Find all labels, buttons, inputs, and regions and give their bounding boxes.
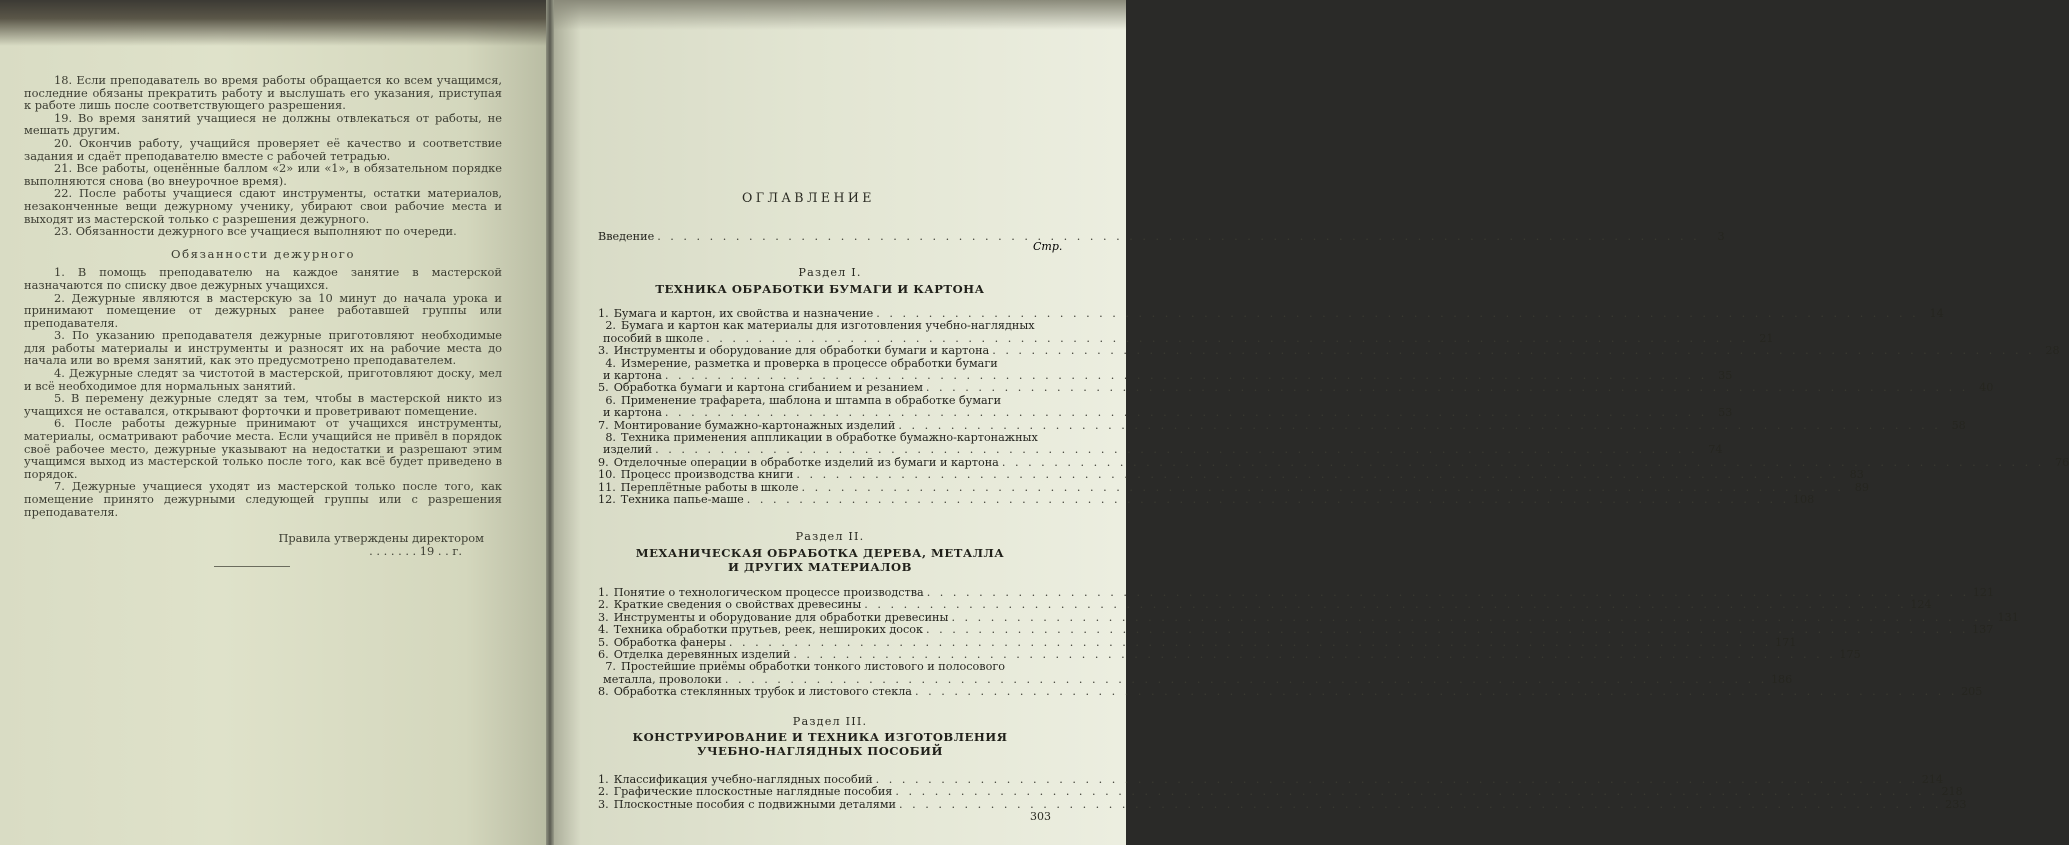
toc-item-title: Процесс производства книги — [620, 468, 794, 482]
toc-item — [598, 623, 1994, 637]
toc-intro — [598, 230, 1725, 243]
toc-item-number: 3. — [598, 797, 609, 811]
toc-leader-dots: . . . . . . . . . . . . . . . . . . . . . . . . . . . . . . . . . . . . . . . . . . . . . . . . . . . . . . . . . . . . . . . . . . . . . . . . . . . . . . . . — [876, 307, 1919, 320]
toc-item-continued — [598, 331, 1774, 345]
toc-item-title: Отделка деревянных изделий — [613, 648, 791, 661]
toc-leader-dots: . . . . . . . . . . . . . . . . . . . . . . . . . . . . . . . . . . . . . . . . . . . . . . . . . . . . . . . . . . . . . . . . . . . . . . . . . . . . . . . . — [793, 648, 1836, 661]
toc-item-number: 1. — [598, 586, 609, 599]
toc-item-page: 218 — [1941, 785, 1963, 799]
toc-item-title: изделий — [603, 443, 653, 457]
toc-item — [598, 586, 1995, 599]
toc-item-number: 3. — [598, 344, 609, 358]
duty-item-6: 6. После работы дежурные принимают от учащихся инструменты, материалы, осматривают рабочие места. Если учащийся не привёл в порядок своё рабочее место, дежурные указывают на недостатки и разрешают этим учащимся выход из мастерской только после того, как всё будет приведено в порядок. — [24, 416, 502, 481]
toc-leader-dots: . . . . . . . . . . . . . . . . . . . . . . . . . . . . . . . . . . . . . . . . . . . . . . . . . . . . . . . . . . . . . . . . . . . . . . . . . . . . . . . . — [724, 672, 1768, 686]
toc-item-page: 76 — [2055, 455, 2069, 469]
toc-item-continued — [598, 672, 1793, 686]
toc-item-number: 8. — [605, 431, 616, 444]
section-title: И ДРУГИХ МАТЕРИАЛОВ — [728, 560, 912, 574]
toc-item-number: 7. — [598, 418, 609, 432]
toc-item-title: Понятие о технологическом процессе производства — [613, 586, 924, 599]
page-number: 303 — [1030, 810, 1051, 823]
toc-item-title: Классификация учебно-наглядных пособий — [613, 773, 873, 786]
rule-19: 19. Во время занятий учащиеся не должны отвлекаться от работы, не мешать другим. — [24, 110, 502, 138]
book-gutter — [546, 0, 554, 845]
toc-item-number: 6. — [605, 393, 616, 407]
section-title: ТЕХНИКА ОБРАБОТКИ БУМАГИ И КАРТОНА — [655, 282, 985, 296]
toc-item-title: и картона — [603, 369, 662, 382]
toc-item-page: 35 — [1718, 369, 1733, 382]
toc-item-page: 3 — [1717, 230, 1725, 243]
toc-item — [598, 610, 2019, 624]
toc-item-title: Обработка стеклянных трубок и листового стекла — [613, 685, 912, 699]
toc-item-title: Плоскостные пособия с подвижными деталями — [613, 797, 896, 811]
toc-leader-dots: . . . . . . . . . . . . . . . . . . . . . . . . . . . . . . . . . . . . . . . . . . . . . . . . . . . . . . . . . . . . . . . . . . . . . . . . . . . . . . . . — [1001, 455, 2045, 469]
rule-21: 21. Все работы, оценённые баллом «2» или «1», в обязательном порядке выполняются снова (во внеурочное время). — [24, 161, 502, 188]
toc-item — [598, 344, 2060, 358]
toc-item-number: 5. — [598, 635, 609, 649]
toc-item-page: 40 — [1979, 381, 1994, 395]
toc-item-title: Простейшие приёмы обработки тонкого листового и полосового — [621, 660, 1005, 674]
toc-item-number: 5. — [598, 381, 609, 395]
toc-item-page: 83 — [1849, 468, 1864, 482]
signature-line: . . . . . . . 19 . . г. — [369, 543, 462, 558]
toc-leader-dots: . . . . . . . . . . . . . . . . . . . . . . . . . . . . . . . . . . . . . . . . . . . . . . . . . . . . . . . . . . . . . . . . . . . . . . . . . . . . . . . . — [664, 406, 1708, 420]
toc-item-page: 53 — [1718, 406, 1733, 420]
toc-item-number: 10. — [598, 468, 616, 482]
section-label: Раздел III. — [792, 715, 868, 728]
toc-leader-dots: . . . . . . . . . . . . . . . . . . . . . . . . . . . . . . . . . . . . . . . . . . . . . . . . . . . . . . . . . . . . . . . . . . . . . . . . . . . . . . . . — [706, 331, 1749, 345]
rule-18: 18. Если преподаватель во время работы обращается ко всем учащимся, последние обязаны прекратить работу и выслушать его указания, приступая к работе лишь после соответствующего разрешения. — [24, 73, 502, 113]
toc-item — [598, 797, 1967, 811]
section-title: МЕХАНИЧЕСКАЯ ОБРАБОТКА ДЕРЕВА, МЕТАЛЛА — [635, 546, 1005, 560]
toc-item-page: 58 — [1951, 418, 1966, 432]
toc-item-page: 205 — [1961, 685, 1983, 699]
toc-item-title: пособий в школе — [603, 331, 704, 345]
toc-item-number: 2. — [605, 319, 616, 333]
toc-item-continued — [598, 406, 1733, 420]
toc-item — [598, 468, 1864, 482]
duty-item-3: 3. По указанию преподавателя дежурные приготовляют необходимые для работы материалы и инструменты и разносят их на рабочие места до начала или во время занятий, как это предусмотрено преподавателем. — [24, 328, 502, 368]
rule-20: 20. Окончив работу, учащийся проверяет её качество и соответствие задания и сдаёт преподавателю вместе с рабочей тетрадью. — [24, 135, 502, 163]
toc-leader-dots: . . . . . . . . . . . . . . . . . . . . . . . . . . . . . . . . . . . . . . . . . . . . . . . . . . . . . . . . . . . . . . . . . . . . . . . . . . . . . . . . — [655, 443, 1698, 457]
toc-item-page: 233 — [1945, 797, 1967, 811]
toc-item-title: Введение — [598, 230, 655, 243]
toc-item-page: 186 — [1770, 672, 1793, 686]
toc-item — [598, 307, 1944, 320]
toc-item — [598, 598, 1932, 612]
toc-item — [598, 455, 2069, 469]
toc-item-page: 28 — [2045, 344, 2060, 358]
toc-item-title: Техника папье-маше — [620, 493, 744, 506]
toc-item — [598, 660, 1046, 673]
toc-item — [598, 648, 1861, 661]
toc-item-page: 74 — [1708, 443, 1723, 457]
toc-item-number: 8. — [598, 685, 609, 699]
duty-item-1: 1. В помощь преподавателю на каждое занятие в мастерской назначаются по списку двое дежурных учащихся. — [24, 265, 502, 292]
duty-item-7: 7. Дежурные учащиеся уходят из мастерской только после того, как помещение принято дежурными следующей группы или с разрешения преподавателя. — [24, 479, 502, 519]
toc-item — [598, 773, 1944, 786]
toc-item-title: Применение трафарета, шаблона и штампа в обработке бумаги — [621, 393, 1002, 407]
toc-item-continued — [598, 369, 1733, 382]
page-column-label: Стр. — [1033, 240, 1063, 253]
toc-title: ОГЛАВЛЕНИЕ — [742, 190, 875, 205]
toc-item-title: металла, проволоки — [603, 672, 722, 686]
duty-heading: Обязанности дежурного — [170, 246, 356, 261]
toc-item-title: Отделочные операции в обработке изделий из бумаги и картона — [613, 455, 999, 469]
section-label: Раздел I. — [798, 266, 862, 279]
toc-leader-dots: . . . . . . . . . . . . . . . . . . . . . . . . . . . . . . . . . . . . . . . . . . . . . . . . . . . . . . . . . . . . . . . . . . . . . . . . . . . . . . . . — [746, 493, 1790, 506]
toc-leader-dots: . . . . . . . . . . . . . . . . . . . . . . . . . . . . . . . . . . . . . . . . . . . . . . . . . . . . . . . . . . . . . . . . . . . . . . . . . . . . . . . . — [801, 480, 1844, 494]
toc-item-number: 3. — [598, 610, 609, 624]
toc-item-title: Техника применения аппликации в обработке бумажно-картонажных — [621, 431, 1038, 444]
toc-item-page: 14 — [1929, 307, 1944, 320]
toc-item-page: 21 — [1759, 331, 1774, 345]
toc-item-title: Монтирование бумажно-картонажных изделий — [613, 418, 896, 432]
toc-item — [598, 319, 1046, 332]
toc-leader-dots: . . . . . . . . . . . . . . . . . . . . . . . . . . . . . . . . . . . . . . . . . . . . . . . . . . . . . . . . . . . . . . . . . . . . . . . . . . . . . . . . — [875, 773, 1919, 786]
toc-item-title: Обработка бумаги и картона сгибанием и резанием — [613, 381, 923, 395]
toc-item-page: 137 — [1972, 623, 1994, 637]
toc-leader-dots: . . . . . . . . . . . . . . . . . . . . . . . . . . . . . . . . . . . . . . . . . . . . . . . . . . . . . . . . . . . . . . . . . . . . . . . . . . . . . . . . — [914, 685, 1958, 699]
toc-leader-dots: . . . . . . . . . . . . . . . . . . . . . . . . . . . . . . . . . . . . . . . . . . . . . . . . . . . . . . . . . . . . . . . . . . . . . . . . . . . . . . . . — [796, 468, 1839, 482]
section-title: УЧЕБНО-НАГЛЯДНЫХ ПОСОБИЙ — [697, 744, 943, 758]
toc-item-page: 214 — [1921, 773, 1944, 786]
toc-item-continued — [598, 443, 1723, 457]
toc-item-title: и картона — [603, 406, 662, 420]
toc-item-number: 9. — [598, 455, 609, 469]
toc-item — [598, 357, 1046, 370]
toc-leader-dots: . . . . . . . . . . . . . . . . . . . . . . . . . . . . . . . . . . . . . . . . . . . . . . . . . . . . . . . . . . . . . . . . . . . . . . . . . . . . . . . . — [899, 797, 1942, 811]
toc-item-page: 108 — [1792, 493, 1815, 506]
toc-leader-dots: . . . . . . . . . . . . . . . . . . . . . . . . . . . . . . . . . . . . . . . . . . . . . . . . . . . . . . . . . . . . . . . . . . . . . . . . . . . . . . . . — [864, 598, 1907, 612]
toc-item-page: 89 — [1854, 480, 1869, 494]
section-title: КОНСТРУИРОВАНИЕ И ТЕХНИКА ИЗГОТОВЛЕНИЯ — [632, 730, 1008, 744]
toc-item-page: 124 — [1910, 598, 1932, 612]
toc-item-number: 2. — [598, 785, 609, 799]
toc-item-number: 11. — [598, 480, 616, 494]
toc-item-number: 4. — [598, 623, 609, 637]
toc-item-title: Измерение, разметка и проверка в процессе обработки бумаги — [621, 356, 998, 370]
toc-item-page: 121 — [1972, 586, 1995, 599]
rule-22: 22. После работы учащиеся сдают инструменты, остатки материалов, незаконченные вещи дежурному ученику, убирают свои рабочие места и выходят из мастерской только с разрешения дежурного. — [24, 186, 502, 226]
duty-item-2: 2. Дежурные являются в мастерскую за 10 минут до начала урока и принимают помещение от дежурных ранее работавшей группы или преподавателя. — [24, 290, 502, 330]
toc-item — [598, 785, 1963, 799]
toc-item-number: 1. — [598, 307, 609, 320]
toc-leader-dots: . . . . . . . . . . . . . . . . . . . . . . . . . . . . . . . . . . . . . . . . . . . . . . . . . . . . . . . . . . . . . . . . . . . . . . . . . . . . . . . . — [895, 785, 1938, 799]
toc-item-number: 6. — [598, 648, 609, 661]
toc-item-title: Инструменты и оборудование для обработки бумаги и картона — [613, 344, 990, 358]
toc-item-title: Переплётные работы в школе — [620, 480, 799, 494]
toc-item-title: Техника обработки прутьев, реек, нешироких досок — [613, 623, 923, 637]
toc-item-number: 2. — [598, 598, 609, 612]
toc-item-title: Обработка фанеры — [613, 635, 726, 649]
toc-item-title: Графические плоскостные наглядные пособия — [613, 785, 893, 799]
toc-item — [598, 381, 1994, 395]
right-page-top-edge — [552, 0, 1126, 30]
end-rule-line — [214, 566, 290, 567]
toc-leader-dots: . . . . . . . . . . . . . . . . . . . . . . . . . . . . . . . . . . . . . . . . . . . . . . . . . . . . . . . . . . . . . . . . . . . . . . . . . . . . . . . . — [664, 369, 1708, 382]
toc-item-page: 171 — [1774, 635, 1797, 649]
toc-item — [598, 480, 1869, 494]
toc-item-title: Краткие сведения о свойствах древесины — [613, 598, 862, 612]
toc-item-number: 4. — [605, 356, 616, 370]
left-page-text — [24, 74, 502, 557]
toc-leader-dots: . . . . . . . . . . . . . . . . . . . . . . . . . . . . . . . . . . . . . . . . . . . . . . . . . . . . . . . . . . . . . . . . . . . . . . . . . . . . . . . . — [925, 381, 1969, 395]
toc-leader-dots: . . . . . . . . . . . . . . . . . . . . . . . . . . . . . . . . . . . . . . . . . . . . . . . . . . . . . . . . . . . . . . . . . . . . . . . . . . . . . . . . — [992, 344, 2035, 358]
toc-leader-dots: . . . . . . . . . . . . . . . . . . . . . . . . . . . . . . . . . . . . . . . . . . . . . . . . . . . . . . . . . . . . . . . . . . . . . . . . . . . . . . . . — [728, 635, 1772, 649]
toc-item-number: 12. — [598, 493, 616, 506]
toc-item-title: Бумага и картон, их свойства и назначение — [613, 307, 874, 320]
signature: Правила утверждены директором — [278, 531, 484, 546]
rule-23: 23. Обязанности дежурного все учащиеся выполняют по очереди. — [54, 224, 457, 239]
toc-leader-dots: . . . . . . . . . . . . . . . . . . . . . . . . . . . . . . . . . . . . . . . . . . . . . . . . . . . . . . . . . . . . . . . . . . . . . . . . . . . . . . . . — [657, 230, 1700, 243]
toc-leader-dots: . . . . . . . . . . . . . . . . . . . . . . . . . . . . . . . . . . . . . . . . . . . . . . . . . . . . . . . . . . . . . . . . . . . . . . . . . . . . . . . . — [898, 418, 1941, 432]
toc-item — [598, 685, 1983, 699]
toc-item-title: Бумага и картон как материалы для изготовления учебно-наглядных — [621, 319, 1035, 333]
toc-item-number: 7. — [605, 660, 616, 674]
toc-leader-dots: . . . . . . . . . . . . . . . . . . . . . . . . . . . . . . . . . . . . . . . . . . . . . . . . . . . . . . . . . . . . . . . . . . . . . . . . . . . . . . . . — [951, 610, 1994, 624]
toc-item-title: Инструменты и оборудование для обработки древесины — [613, 610, 949, 624]
toc-item — [598, 493, 1815, 506]
toc-item-page: 175 — [1839, 648, 1861, 661]
toc-item — [598, 418, 1966, 432]
toc-item-number: 1. — [598, 773, 609, 786]
toc-item — [598, 635, 1797, 649]
toc-item — [598, 431, 1046, 444]
toc-item — [598, 394, 1046, 407]
section-label: Раздел II. — [795, 530, 865, 543]
toc-item-page: 131 — [1997, 610, 2019, 624]
toc-leader-dots: . . . . . . . . . . . . . . . . . . . . . . . . . . . . . . . . . . . . . . . . . . . . . . . . . . . . . . . . . . . . . . . . . . . . . . . . . . . . . . . . — [925, 623, 1969, 637]
left-page-top-edge — [0, 0, 548, 46]
duty-item-4: 4. Дежурные следят за чистотой в мастерской, приготовляют доску, мел и всё необходимое для нормальных занятий. — [24, 366, 502, 393]
toc-leader-dots: . . . . . . . . . . . . . . . . . . . . . . . . . . . . . . . . . . . . . . . . . . . . . . . . . . . . . . . . . . . . . . . . . . . . . . . . . . . . . . . . — [926, 586, 1970, 599]
duty-item-5: 5. В перемену дежурные следят за тем, чтобы в мастерской никто из учащихся не оставался, открывают форточки и проветривают помещение. — [24, 391, 502, 418]
